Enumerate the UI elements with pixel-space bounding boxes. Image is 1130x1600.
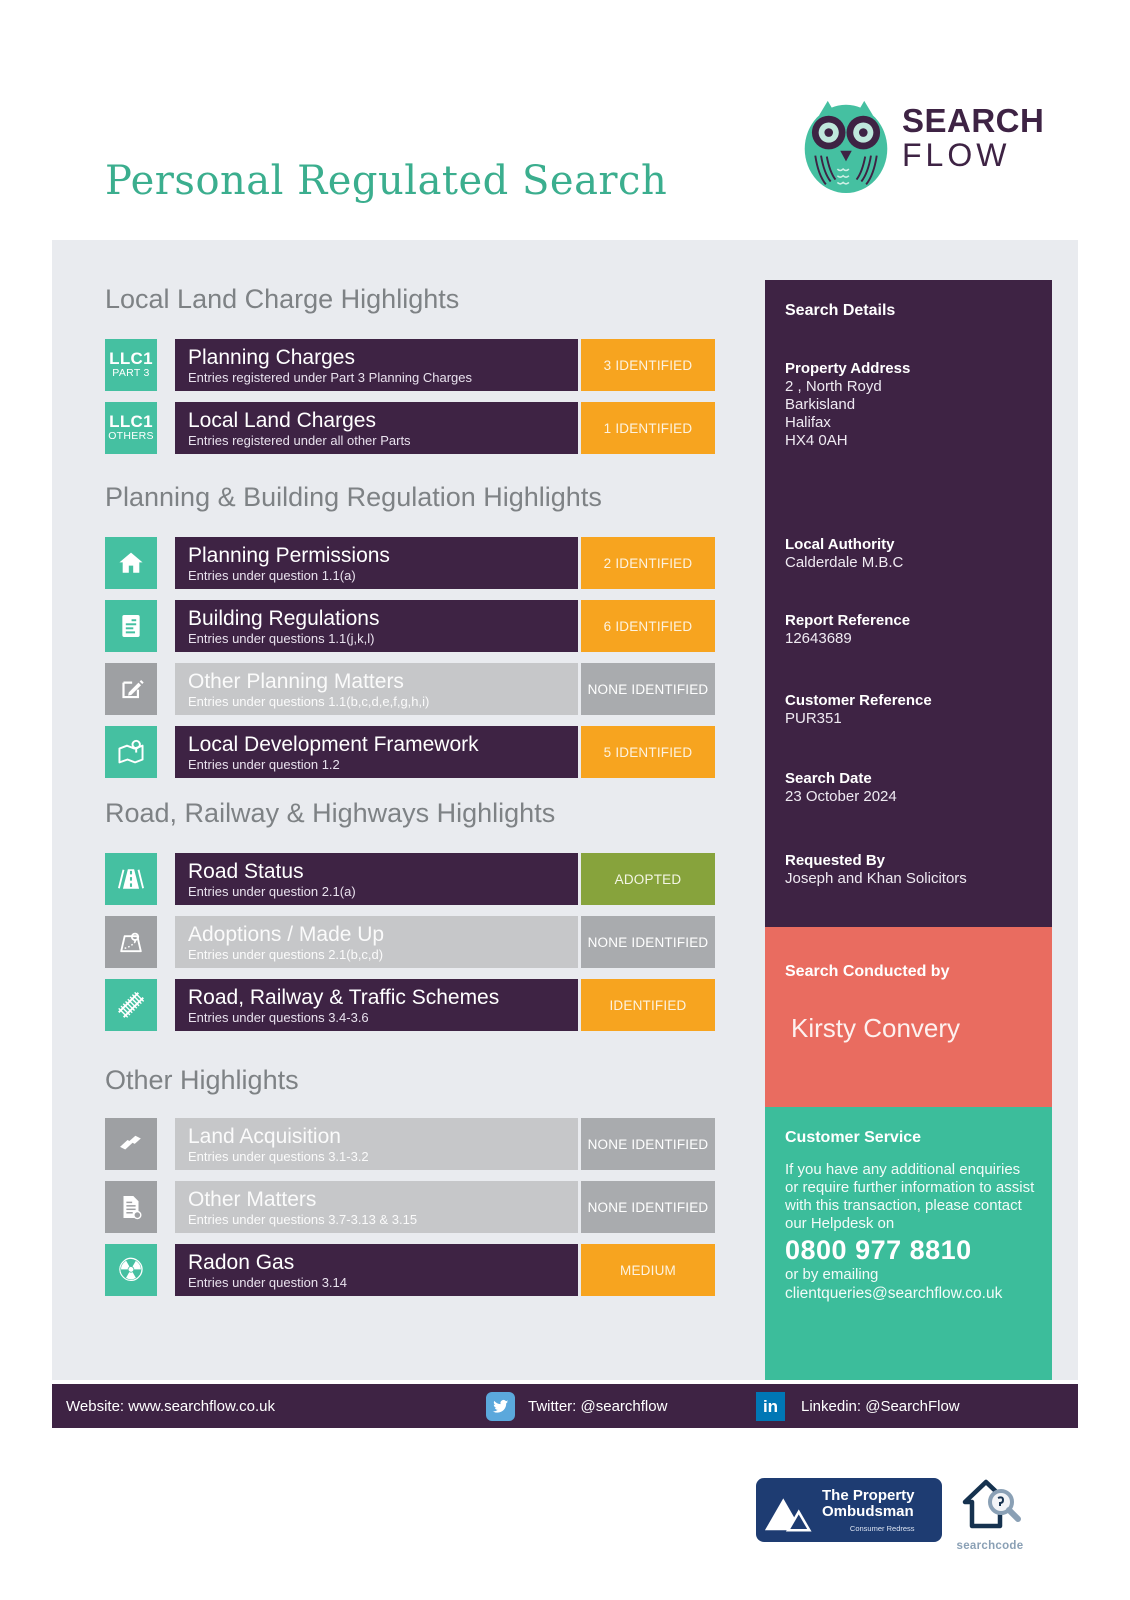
highlight-subtitle: Entries under questions 2.1(b,c,d) xyxy=(188,946,384,962)
llc1-sublabel: OTHERS xyxy=(108,430,154,442)
customer-service-heading: Customer Service xyxy=(785,1129,922,1146)
highlight-bar xyxy=(175,1118,578,1170)
detail-label: Requested By xyxy=(785,852,886,869)
page-title: Personal Regulated Search xyxy=(105,158,668,204)
map-route-icon xyxy=(105,916,157,968)
search-conducted-name: Kirsty Convery xyxy=(791,1013,961,1043)
local-authority-group xyxy=(785,536,1032,572)
row-planning-permissions xyxy=(105,537,715,589)
highlight-bar xyxy=(175,1181,578,1233)
highlight-title: Planning Permissions xyxy=(188,543,390,567)
highlight-title: Other Matters xyxy=(188,1187,317,1211)
row-local-land-charges xyxy=(105,402,715,454)
detail-value: PUR351 xyxy=(785,710,842,727)
highlight-subtitle: Entries under question 3.14 xyxy=(188,1274,347,1290)
ombudsman-title-line2: Ombudsman xyxy=(822,1502,914,1520)
detail-value: Calderdale M.B.C xyxy=(785,554,904,571)
linkedin-link[interactable]: Linkedin: @SearchFlow xyxy=(801,1398,960,1415)
highlight-title: Planning Charges xyxy=(188,345,355,369)
logo-wordmark-search: SEARCH xyxy=(902,102,1045,139)
searchcode-logo xyxy=(948,1472,1032,1552)
highlight-title: Building Regulations xyxy=(188,606,380,630)
highlight-subtitle: Entries under questions 3.1-3.2 xyxy=(188,1148,369,1164)
llc1-label: LLC1 xyxy=(109,412,153,431)
highlight-subtitle: Entries under questions 3.7-3.13 & 3.15 xyxy=(188,1211,418,1227)
searchcode-house-icon xyxy=(954,1472,1026,1534)
detail-value: Joseph and Khan Solicitors xyxy=(785,870,967,887)
address-line: HX4 0AH xyxy=(785,432,848,449)
owl-logo-icon xyxy=(798,96,894,196)
document-page-icon xyxy=(105,1181,157,1233)
search-details-heading: Search Details xyxy=(785,302,896,319)
status-badge: NONE IDENTIFIED xyxy=(581,1181,715,1233)
highlight-bar xyxy=(175,726,578,778)
highlight-title: Local Land Charges xyxy=(188,408,376,432)
railway-icon xyxy=(105,979,157,1031)
highlights-column xyxy=(105,240,715,1307)
status-badge: 5 IDENTIFIED xyxy=(581,726,715,778)
highlight-subtitle: Entries under question 1.2 xyxy=(188,756,340,772)
pencil-edit-icon xyxy=(105,663,157,715)
highlight-bar xyxy=(175,663,578,715)
status-badge: 1 IDENTIFIED xyxy=(581,402,715,454)
status-badge: NONE IDENTIFIED xyxy=(581,1118,715,1170)
highlight-subtitle: Entries under question 1.1(a) xyxy=(188,567,356,583)
radiation-icon: ☢ xyxy=(105,1244,157,1296)
ombudsman-triangles-icon xyxy=(762,1485,820,1535)
status-badge: ADOPTED xyxy=(581,853,715,905)
highlight-bar xyxy=(175,402,578,454)
highlight-title: Road Status xyxy=(188,859,304,883)
status-badge: NONE IDENTIFIED xyxy=(581,916,715,968)
email-intro: or by emailing xyxy=(785,1266,879,1283)
footer-bar xyxy=(52,1384,1078,1428)
status-badge: 2 IDENTIFIED xyxy=(581,537,715,589)
row-planning-charges xyxy=(105,339,715,391)
helpdesk-email-link[interactable]: clientqueries@searchflow.co.uk xyxy=(785,1285,1003,1302)
ombudsman-tagline: Consumer Redress xyxy=(849,1523,915,1533)
customer-service-body: If you have any additional enquiries or require further information to assist with this transaction, please contact our Helpdesk on xyxy=(785,1161,1035,1232)
row-adoptions-made-up xyxy=(105,916,715,968)
map-pin-icon xyxy=(105,726,157,778)
detail-label: Local Authority xyxy=(785,536,895,553)
row-building-regulations xyxy=(105,600,715,652)
twitter-link[interactable]: Twitter: @searchflow xyxy=(528,1398,668,1415)
highlight-bar xyxy=(175,979,578,1031)
highlight-bar xyxy=(175,853,578,905)
status-badge: MEDIUM xyxy=(581,1244,715,1296)
address-line: Halifax xyxy=(785,414,831,431)
row-road-railway-traffic-schemes xyxy=(105,979,715,1031)
property-address-label: Property Address xyxy=(785,360,911,377)
property-address-group xyxy=(785,360,1032,450)
detail-label: Search Date xyxy=(785,770,872,787)
highlight-subtitle: Entries under questions 3.4-3.6 xyxy=(188,1009,369,1025)
logo-wordmark-flow: FLOW xyxy=(902,137,1011,173)
row-other-matters xyxy=(105,1181,715,1233)
llc1-label: LLC1 xyxy=(109,349,153,368)
searchcode-label: searchcode xyxy=(956,1540,1024,1552)
property-ombudsman-logo xyxy=(756,1478,942,1542)
website-link[interactable]: Website: www.searchflow.co.uk xyxy=(66,1398,275,1415)
highlight-subtitle: Entries registered under Part 3 Planning Charges xyxy=(188,369,472,385)
highlight-title: Adoptions / Made Up xyxy=(188,922,385,946)
customer-service-panel xyxy=(765,1107,1052,1380)
section-heading-other: Other Highlights xyxy=(105,1065,299,1095)
search-conducted-panel xyxy=(765,927,1052,1107)
llc1-part3-icon xyxy=(105,339,157,391)
row-local-development-framework xyxy=(105,726,715,778)
section-heading-planning: Planning & Building Regulation Highlights xyxy=(105,482,602,512)
status-badge: NONE IDENTIFIED xyxy=(581,663,715,715)
highlight-title: Radon Gas xyxy=(188,1250,295,1274)
section-heading-road: Road, Railway & Highways Highlights xyxy=(105,798,556,828)
search-conducted-heading: Search Conducted by xyxy=(785,963,950,980)
address-line: Barkisland xyxy=(785,396,856,413)
status-badge: IDENTIFIED xyxy=(581,979,715,1031)
highlight-subtitle: Entries under questions 1.1(j,k,l) xyxy=(188,630,375,646)
highlight-bar xyxy=(175,537,578,589)
highlight-title: Local Development Framework xyxy=(188,732,479,756)
search-date-group xyxy=(785,770,1032,806)
report-reference-group xyxy=(785,612,1032,648)
highlight-subtitle: Entries registered under all other Parts xyxy=(188,432,411,448)
row-radon-gas xyxy=(105,1244,715,1296)
highlight-subtitle: Entries under questions 1.1(b,c,d,e,f,g,h,i) xyxy=(188,693,430,709)
land-parcels-icon xyxy=(105,1118,157,1170)
detail-label: Report Reference xyxy=(785,612,911,629)
llc1-others-icon xyxy=(105,402,157,454)
road-icon xyxy=(105,853,157,905)
searchflow-logo xyxy=(798,96,1044,196)
highlight-title: Land Acquisition xyxy=(188,1124,341,1148)
detail-value: 23 October 2024 xyxy=(785,788,897,805)
house-icon xyxy=(105,537,157,589)
section-heading-llc: Local Land Charge Highlights xyxy=(105,284,460,314)
row-land-acquisition xyxy=(105,1118,715,1170)
highlight-title: Other Planning Matters xyxy=(188,669,404,693)
row-road-status xyxy=(105,853,715,905)
highlight-bar xyxy=(175,339,578,391)
highlight-bar xyxy=(175,1244,578,1296)
status-badge: 6 IDENTIFIED xyxy=(581,600,715,652)
detail-label: Customer Reference xyxy=(785,692,932,709)
twitter-icon[interactable] xyxy=(486,1392,515,1421)
highlight-subtitle: Entries under question 2.1(a) xyxy=(188,883,356,899)
row-other-planning-matters xyxy=(105,663,715,715)
highlight-bar xyxy=(175,916,578,968)
customer-reference-group xyxy=(785,692,1032,728)
search-details-panel xyxy=(765,280,1052,927)
highlight-title: Road, Railway & Traffic Schemes xyxy=(188,985,500,1009)
status-badge: 3 IDENTIFIED xyxy=(581,339,715,391)
content-panel xyxy=(52,240,1078,1380)
helpdesk-phone: 0800 977 8810 xyxy=(785,1235,972,1265)
linkedin-icon[interactable]: in xyxy=(756,1392,785,1421)
requested-by-group xyxy=(785,852,1032,888)
highlight-bar xyxy=(175,600,578,652)
address-line: 2 , North Royd xyxy=(785,378,882,395)
document-lines-icon xyxy=(105,600,157,652)
ombudsman-title-line1: The Property xyxy=(822,1486,915,1504)
llc1-sublabel: PART 3 xyxy=(112,367,150,379)
detail-value: 12643689 xyxy=(785,630,852,647)
